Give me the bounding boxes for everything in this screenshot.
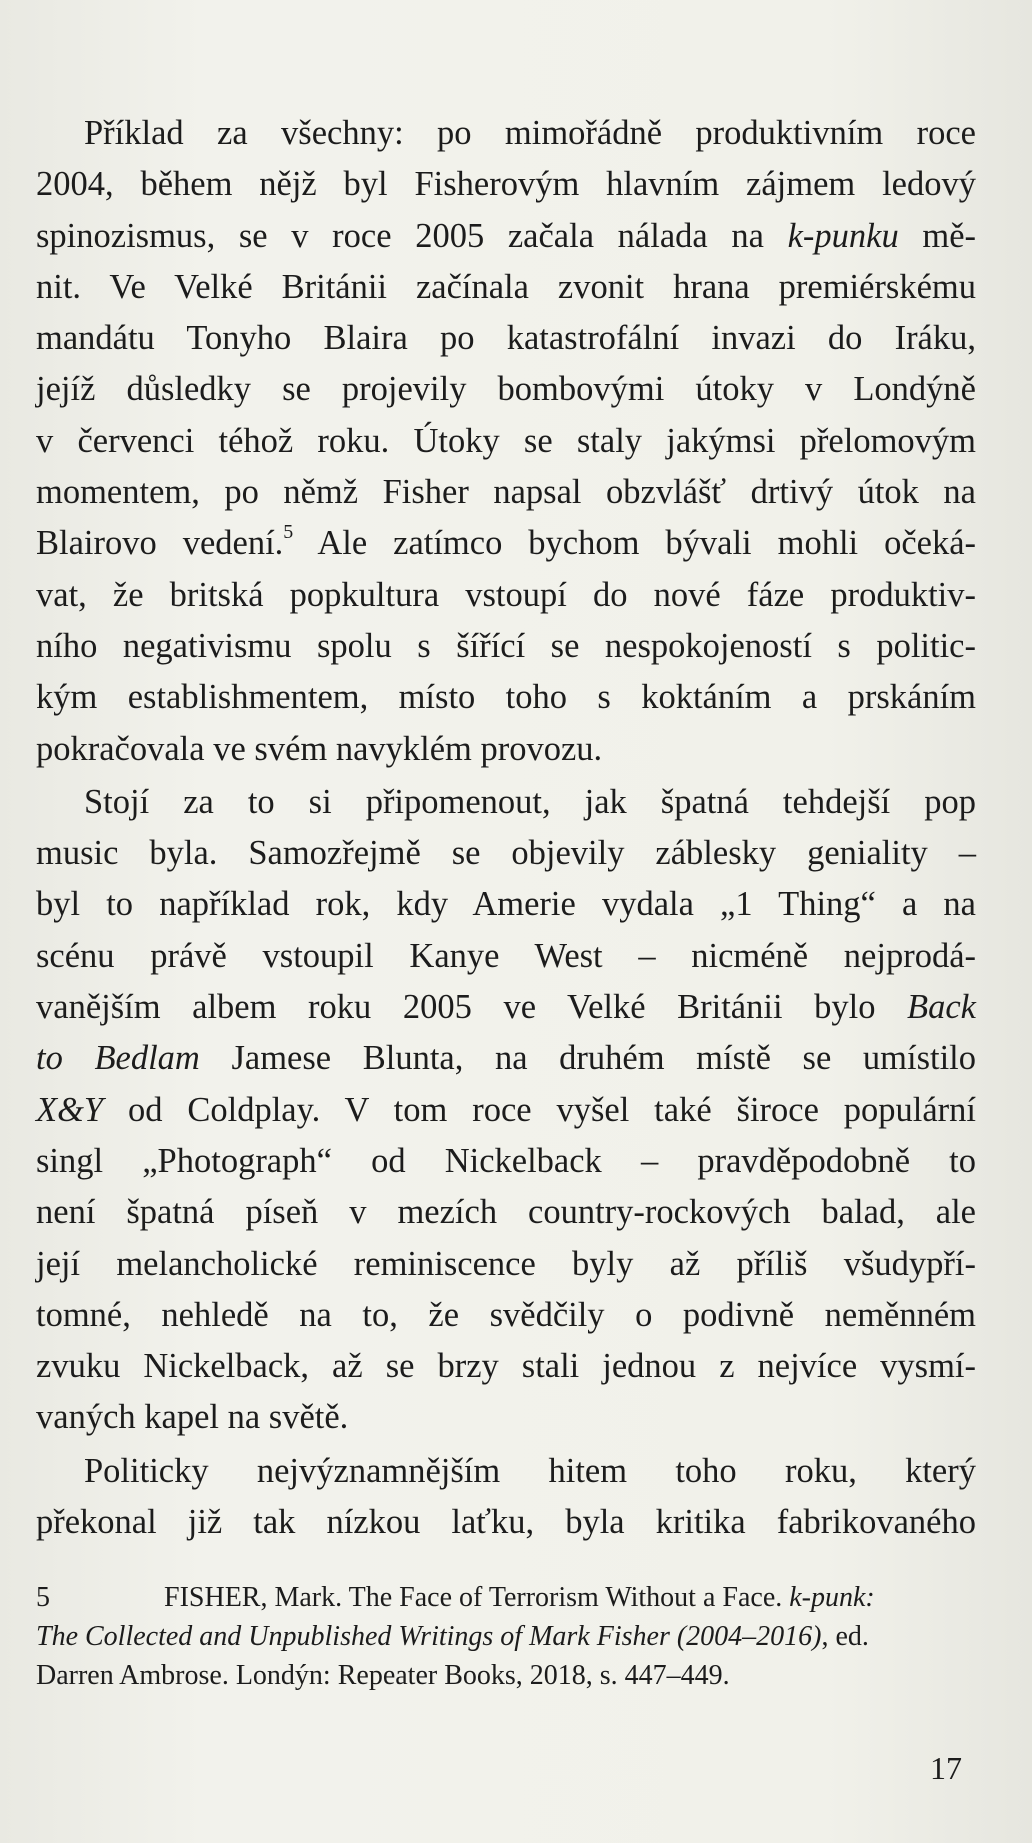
paragraph [36, 108, 976, 775]
page-number: 17 [930, 1750, 962, 1786]
italic-term: k-punku [787, 216, 899, 255]
text-line: ního negativismu spolu s šířící se nespokojeností s politic- [36, 626, 976, 665]
text-line: kým establishmentem, místo toho s koktáním a prskáním [36, 678, 976, 717]
text-line: překonal již tak nízkou laťku, byla kritika fabrikovaného [36, 1503, 976, 1542]
text-line: vat, že britská popkultura vstoupí do nové fáze produktiv- [36, 575, 976, 614]
text-line: music byla. Samozřejmě se objevily záblesky geniality – [36, 834, 976, 873]
paragraph [36, 777, 976, 1444]
text-line: jejíž důsledky se projevily bombovými útoky v Londýně [36, 370, 976, 409]
footnote-reference: 5 [283, 520, 294, 543]
text-line: byl to například rok, kdy Amerie vydala „1 Thing“ a na [36, 885, 976, 924]
footnote-line: Darren Ambrose. Londýn: Repeater Books, 2018, s. 447–449. [36, 1660, 730, 1691]
text-line: Politicky nejvýznamnějším hitem toho roku, který [84, 1451, 976, 1490]
text-line: scénu právě vstoupil Kanye West – nicméně nejprodá- [36, 936, 976, 975]
text-line: 2004, během nějž byl Fisherovým hlavním zájmem ledový [36, 165, 976, 204]
text-line: zvuku Nickelback, až se brzy stali jednou z nejvíce vysmí- [36, 1347, 976, 1386]
text-line: pokračovala ve svém navyklém provozu. [36, 729, 603, 768]
footnote-number: 5 [36, 1582, 50, 1613]
footnote [36, 1578, 976, 1695]
text-line: vaných kapel na světě. [36, 1398, 349, 1437]
text-line: spinozismus, se v roce 2005 začala nálada na k-punku mě- [36, 216, 976, 255]
text-line: její melancholické reminiscence byly až příliš všudypří- [36, 1244, 976, 1283]
italic-title: Back [907, 988, 976, 1027]
text-line: není špatná píseň v mezích country-rockových balad, ale [36, 1193, 976, 1232]
text-line: X&Y od Coldplay. V tom roce vyšel také široce populární [36, 1090, 976, 1129]
text-line: momentem, po němž Fisher napsal obzvlášť drtivý útok na [36, 473, 976, 512]
footnote-line: The Collected and Unpublished Writings of Mark Fisher (2004–2016), ed. [36, 1621, 869, 1652]
text-line: singl „Photograph“ od Nickelback – pravděpodobně to [36, 1141, 976, 1180]
text-line: nit. Ve Velké Británii začínala zvonit hrana premiérskému [36, 267, 976, 306]
italic-title: to Bedlam [36, 1039, 200, 1078]
footnote-line: 5 FISHER, Mark. The Face of Terrorism Without a Face. k-punk: [36, 1578, 976, 1617]
text-line: to Bedlam Jamese Blunta, na druhém místě se umístilo [36, 1039, 977, 1078]
text-line: v červenci téhož roku. Útoky se staly jakýmsi přelomovým [36, 421, 976, 460]
text-line: tomné, nehledě na to, že svědčily o podivně neměnném [36, 1295, 976, 1334]
italic-title: X&Y [36, 1090, 104, 1129]
paragraph [36, 1446, 976, 1549]
text-line: Stojí za to si připomenout, jak špatná tehdejší pop [84, 782, 976, 821]
text-line: Blairovo vedení.$^5$ Ale zatímco bychom bývali mohli očeká- [36, 520, 976, 563]
text-line: vanějším albem roku 2005 ve Velké Británii bylo Back [36, 988, 976, 1027]
body-text [36, 108, 976, 1548]
text-line: Příklad za všechny: po mimořádně produktivním roce [84, 114, 976, 152]
text-line: mandátu Tonyho Blaira po katastrofální invazi do Iráku, [36, 319, 976, 358]
